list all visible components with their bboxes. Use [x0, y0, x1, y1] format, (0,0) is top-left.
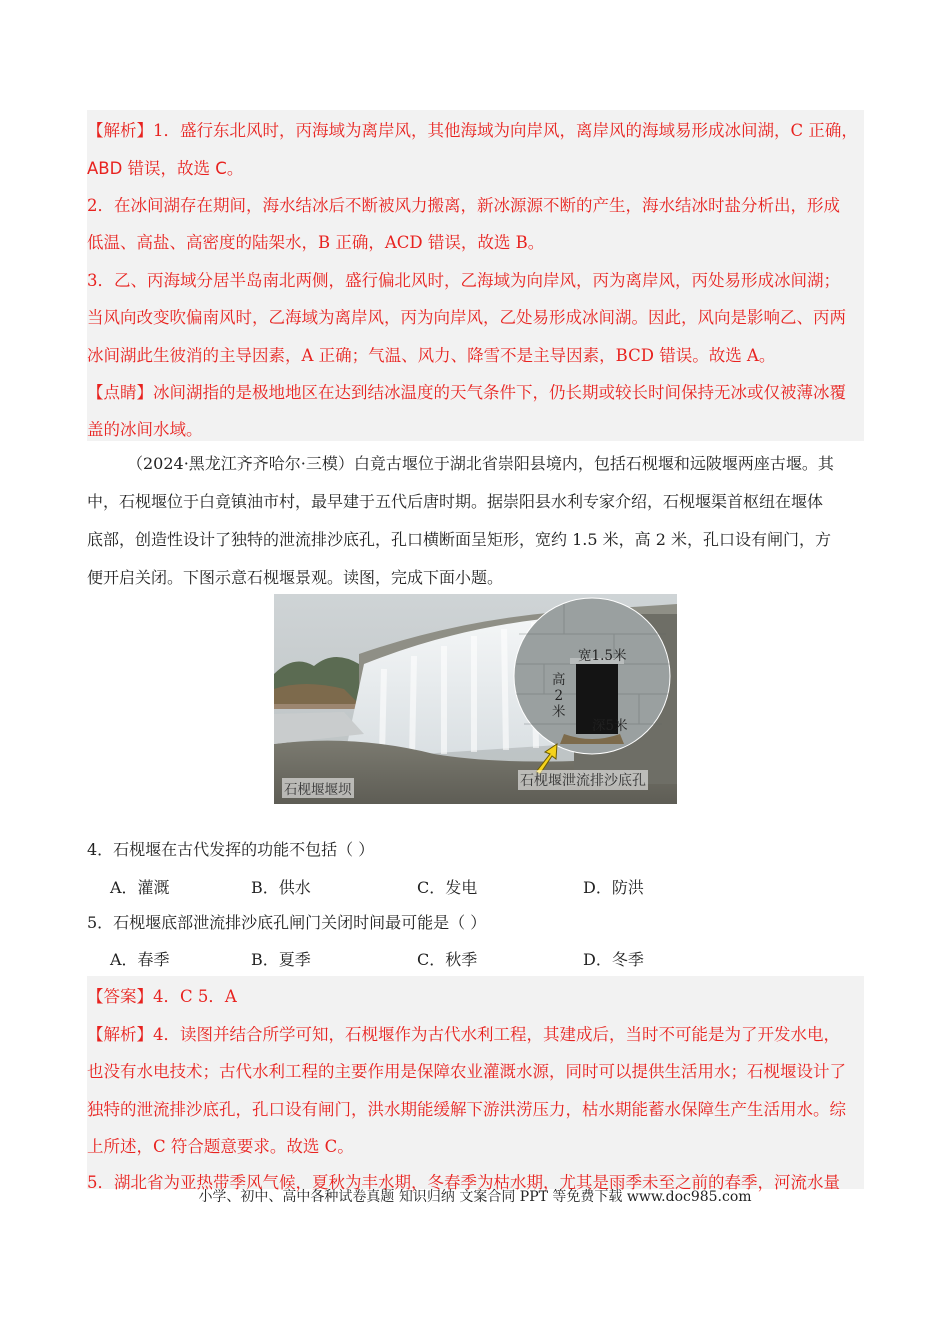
q5-option-b[interactable]: B．夏季	[251, 950, 311, 969]
analysis-line: 低温、高盐、高密度的陆架水，B 正确，ACD 错误，故选 B。	[87, 233, 545, 252]
analysis-line: 2．在冰间湖存在期间，海水结冰后不断被风力搬离，新冰源源不断的产生，海水结冰时盐分析出，形成	[87, 196, 840, 215]
answer-analysis-line: 5．湖北省为亚热带季风气候，夏秋为丰水期，冬春季为枯水期，尤其是雨季未至之前的春季，河流水量	[87, 1173, 840, 1192]
width-label: 宽1.5米	[578, 648, 627, 664]
passage-line: 中，石枧堰位于白竟镇油市村，最早建于五代后唐时期。据崇阳县水利专家介绍，石枧堰渠首枢纽在堰体	[87, 492, 824, 511]
dam-label: 石枧堰堰坝	[282, 778, 354, 798]
q4-option-a[interactable]: A．灌溉	[110, 878, 170, 897]
answer-analysis-line: 也没有水电技术；古代水利工程的主要作用是保障农业灌溉水源，同时可以提供生活用水；石枧堰设计了	[87, 1062, 846, 1081]
question-4-stem: 4．石枧堰在古代发挥的功能不包括（ ）	[87, 840, 375, 859]
analysis-line: 3．乙、丙海域分居半岛南北两侧，盛行偏北风时，乙海域为向岸风，丙为离岸风，丙处易形成冰间湖；	[87, 271, 840, 290]
analysis-line: ABD 错误，故选 C。	[87, 159, 244, 178]
q5-option-d[interactable]: D．冬季	[583, 950, 644, 969]
answer-analysis-line: 独特的泄流排沙底孔，孔口设有闸门，洪水期能缓解下游洪涝压力，枯水期能蓄水保障生产生活用水。综	[87, 1100, 846, 1119]
analysis-line: 当风向改变吹偏南风时，乙海域为离岸风，丙为向岸风，乙处易形成冰间湖。因此，风向是影响乙、丙两	[87, 308, 846, 327]
height-label-3: 米	[552, 704, 566, 720]
passage-line: 便开启关闭。下图示意石枧堰景观。读图，完成下面小题。	[87, 568, 504, 587]
hole-label: 石枧堰泄流排沙底孔	[518, 770, 648, 790]
analysis-line: 【解析】1．盛行东北风时，丙海域为离岸风，其他海域为向岸风，离岸风的海域易形成冰间湖，C 正确，	[87, 121, 858, 140]
passage-line: 底部，创造性设计了独特的泄流排沙底孔，孔口横断面呈矩形，宽约 1.5 米，高 2 米，孔口设有闸门，方	[87, 530, 831, 549]
answer-block	[87, 976, 864, 1189]
passage-line: （2024·黑龙江齐齐哈尔·三模）白竟古堰位于湖北省崇阳县境内，包括石枧堰和远陂堰两座古堰。其	[127, 454, 834, 473]
q5-option-c[interactable]: C．秋季	[417, 950, 478, 969]
key-point-line: 盖的冰间水域。	[87, 420, 203, 439]
answer-label: 【答案】4．C 5．A	[87, 987, 237, 1006]
answer-analysis-line: 上所述，C 符合题意要求。故选 C。	[87, 1137, 354, 1156]
q4-option-b[interactable]: B．供水	[251, 878, 311, 897]
height-label	[550, 672, 568, 720]
height-label-1: 高	[552, 672, 566, 688]
weir-photo	[274, 594, 677, 804]
depth-label: 深5米	[592, 718, 628, 734]
q5-option-a[interactable]: A．春季	[110, 950, 170, 969]
analysis-line: 冰间湖此生彼消的主导因素，A 正确；气温、风力、降雪不是主导因素，BCD 错误。故选 A。	[87, 346, 776, 365]
height-label-2: 2	[554, 688, 564, 704]
q4-option-c[interactable]: C．发电	[417, 878, 478, 897]
key-point-line: 【点睛】冰间湖指的是极地地区在达到结冰温度的天气条件下，仍长期或较长时间保持无冰或仅被薄冰覆	[87, 383, 846, 402]
q4-option-d[interactable]: D．防洪	[583, 878, 644, 897]
answer-analysis-line: 【解析】4．读图并结合所学可知，石枧堰作为古代水利工程，其建成后，当时不可能是为了开发水电，	[87, 1025, 840, 1044]
page-footer: 小学、初中、高中各种试卷真题 知识归纳 文案合同 PPT 等免费下载 www.doc985.com	[198, 1189, 752, 1205]
question-5-stem: 5．石枧堰底部泄流排沙底孔闸门关闭时间最可能是（ ）	[87, 913, 487, 932]
